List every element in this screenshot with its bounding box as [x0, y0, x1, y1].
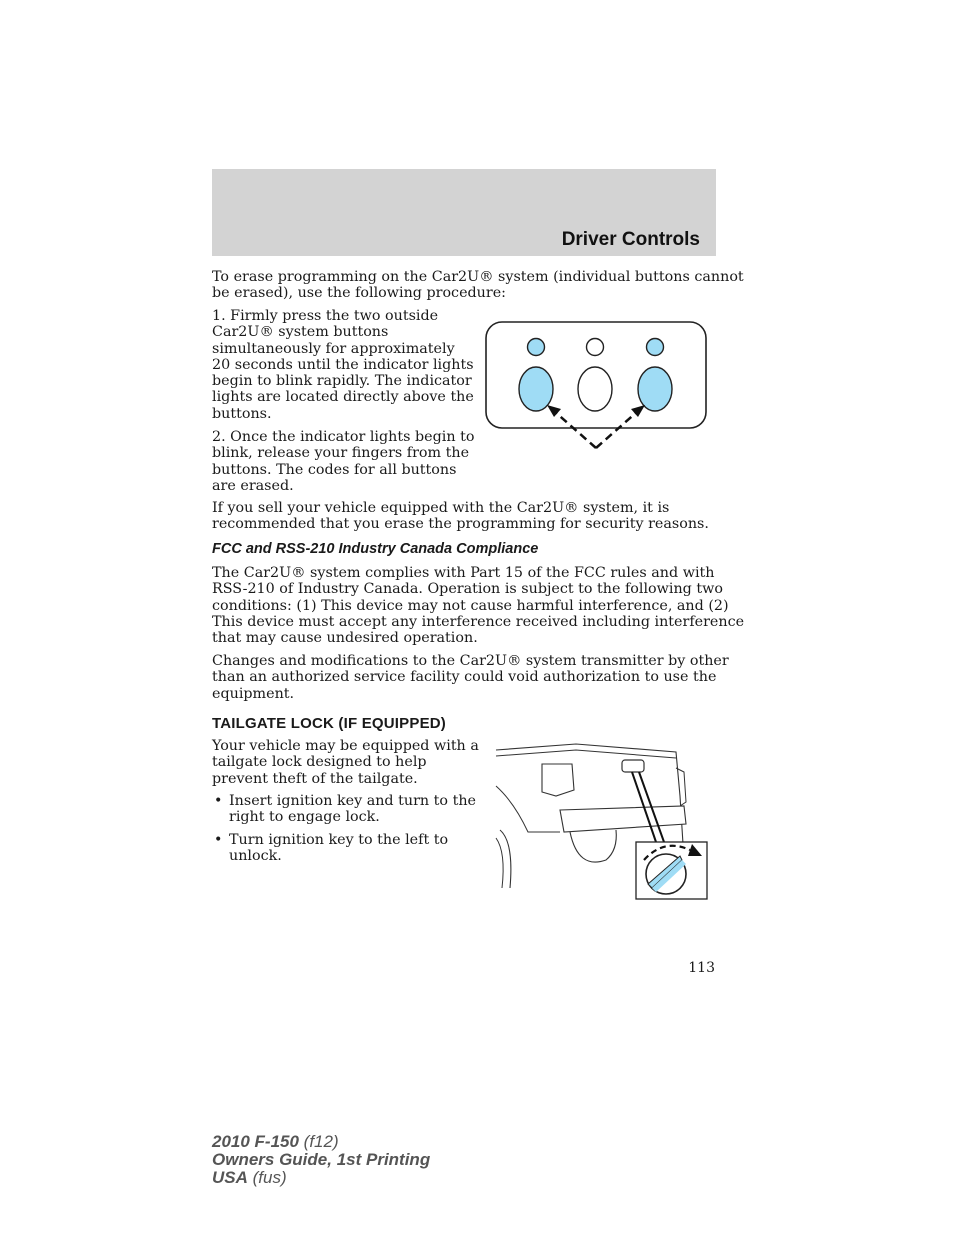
erase-intro-line2: be erased), use the following procedure: — [212, 285, 507, 301]
tailgate-handle — [622, 760, 644, 772]
text-line: that may cause undesired operation. — [212, 630, 478, 647]
text-line: blink, release your fingers from the — [212, 445, 470, 462]
indicator-light-center — [587, 339, 604, 356]
text-line: equipment. — [212, 685, 295, 702]
text-line: Car2U® system buttons — [212, 324, 389, 341]
rear-wheel-center — [570, 830, 616, 862]
text-line: • Insert ignition key and turn to the — [229, 793, 476, 809]
tailgate-lock-illustration — [494, 742, 712, 902]
taillight — [542, 764, 574, 796]
tailgate-top-edge — [496, 750, 676, 758]
section-title: Driver Controls — [561, 229, 700, 250]
text-line: prevent theft of the tailgate. — [212, 770, 418, 787]
button-left — [519, 367, 553, 411]
button-center — [578, 367, 612, 411]
text-line: begin to blink rapidly. The indicator — [212, 373, 472, 390]
footer-model: 2010 F-150 — [212, 1132, 299, 1151]
footer-line-3 — [212, 1169, 430, 1187]
text-line: Your vehicle may be equipped with a — [212, 738, 479, 754]
text-line: 20 seconds until the indicator lights — [212, 356, 474, 373]
footer-model-code: (f12) — [298, 1132, 339, 1151]
text-line: tailgate lock designed to help — [212, 754, 427, 771]
text-line: • Turn ignition key to the left to — [229, 831, 449, 848]
text-line: lights are located directly above the — [212, 389, 474, 406]
rear-wheel-left-inner — [496, 838, 503, 888]
document-footer — [212, 1133, 430, 1187]
sell-line2: recommended that you erase the programming for security reasons. — [212, 516, 709, 532]
text-line: right to engage lock. — [229, 809, 380, 826]
text-line: This device must accept any interference received including interference — [212, 613, 745, 630]
footer-line-1 — [212, 1133, 430, 1151]
page-number: 113 — [688, 960, 715, 976]
fcc-paragraph-2 — [212, 653, 729, 702]
rear-bumper — [560, 806, 686, 832]
text-line: simultaneously for approximately — [212, 340, 455, 357]
rear-wheel-left — [500, 830, 511, 888]
indicator-light-left — [528, 339, 545, 356]
fcc-heading: FCC and RSS-210 Industry Canada Compliance — [212, 541, 539, 557]
text-line: conditions: (1) This device may not cause harmful interference, and (2) — [212, 597, 729, 614]
header-band — [212, 169, 716, 256]
indicator-light-right — [647, 339, 664, 356]
text-line: 2. Once the indicator lights begin to — [212, 429, 475, 445]
text-line: Changes and modifications to the Car2U® system transmitter by other — [212, 653, 729, 669]
text-line: unlock. — [229, 847, 282, 864]
tailgate-bullets — [212, 793, 476, 870]
button-right — [638, 367, 672, 411]
text-line: than an authorized service facility could void authorization to use the — [212, 669, 717, 686]
footer-region: USA — [212, 1168, 248, 1187]
text-line: RSS-210 of Industry Canada. Operation is subject to the following two — [212, 581, 723, 598]
erase-intro-line1: To erase programming on the Car2U® system (individual buttons cannot — [212, 269, 744, 285]
list-item — [212, 793, 476, 826]
footer-region-code: (fus) — [247, 1168, 287, 1187]
erase-step1 — [212, 308, 474, 422]
text-line: buttons. The codes for all buttons — [212, 461, 457, 478]
tailgate-intro — [212, 738, 479, 787]
sell-line1: If you sell your vehicle equipped with the Car2U® system, it is — [212, 500, 670, 516]
text-line: are erased. — [212, 477, 294, 494]
text-line: buttons. — [212, 405, 272, 422]
car2u-buttons-illustration — [484, 320, 709, 452]
footer-line-2: Owners Guide, 1st Printing — [212, 1150, 431, 1169]
fcc-paragraph-1 — [212, 565, 744, 646]
erase-step2 — [212, 429, 474, 494]
tailgate-heading: TAILGATE LOCK (IF EQUIPPED) — [212, 715, 447, 732]
text-line: The Car2U® system complies with Part 15 of the FCC rules and with — [212, 565, 715, 581]
text-line: 1. Firmly press the two outside — [212, 308, 439, 324]
list-item — [212, 832, 476, 865]
